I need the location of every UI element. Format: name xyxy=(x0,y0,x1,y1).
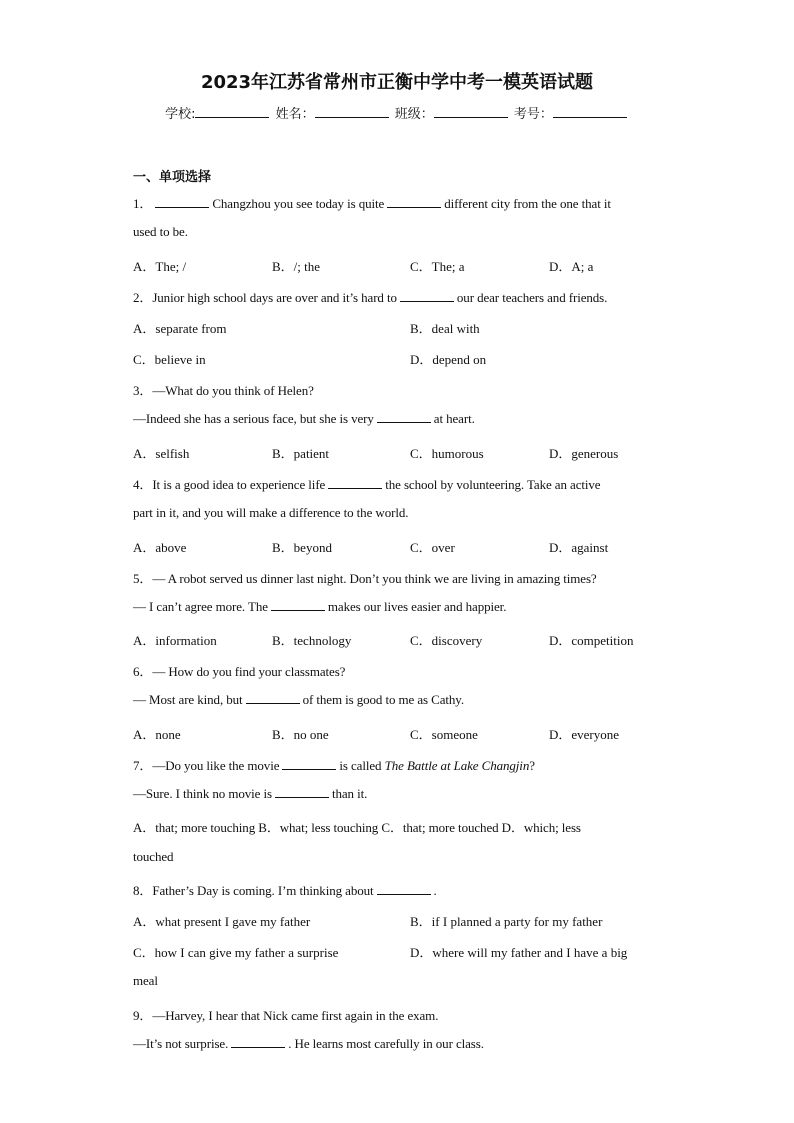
option-b[interactable]: B．technology xyxy=(272,633,352,648)
answer-blank[interactable] xyxy=(155,196,209,208)
option-b[interactable]: B．if I planned a party for my father xyxy=(410,914,603,929)
option-a[interactable]: A．information xyxy=(133,633,217,648)
question-4-line-1: 4．It is a good idea to experience life the school by volunteering. Take an active xyxy=(133,477,601,492)
option-a[interactable]: A．none xyxy=(133,727,181,742)
answer-blank[interactable] xyxy=(275,786,329,798)
option-c[interactable]: C．The; a xyxy=(410,259,465,274)
question-7-line-2: —Sure. I think no movie is than it. xyxy=(133,786,368,801)
option-b[interactable]: B．no one xyxy=(272,727,329,742)
school-label: 学校: xyxy=(165,107,196,122)
school-blank[interactable] xyxy=(195,105,269,118)
answer-blank[interactable] xyxy=(282,758,336,770)
option-d[interactable]: D．A; a xyxy=(549,259,594,274)
number-label: 考号： xyxy=(513,107,553,122)
option-a[interactable]: A．that; more touching xyxy=(133,820,256,835)
question-7-line-1: 7．—Do you like the movie is called The Battle at Lake Changjin? xyxy=(133,758,535,773)
page-title: 2023年江苏省常州市正衡中学中考一模英语试题 xyxy=(200,72,594,93)
option-b[interactable]: B．deal with xyxy=(410,321,480,336)
option-a[interactable]: A．above xyxy=(133,540,187,555)
question-6-line-1: 6．— How do you find your classmates? xyxy=(133,664,346,679)
option-b[interactable]: B．what; less touching xyxy=(258,820,379,835)
option-c[interactable]: C．humorous xyxy=(410,446,484,461)
option-a[interactable]: A．selfish xyxy=(133,446,190,461)
option-d[interactable]: D．depend on xyxy=(410,352,487,367)
question-9-line-1: 9．—Harvey, I hear that Nick came first again in the exam. xyxy=(133,1008,439,1023)
class-blank[interactable] xyxy=(434,105,508,118)
answer-blank[interactable] xyxy=(328,477,382,489)
option-d[interactable]: D．competition xyxy=(549,633,634,648)
student-info-row xyxy=(0,103,794,122)
option-a[interactable]: A．what present I gave my father xyxy=(133,914,311,929)
option-c[interactable]: C．someone xyxy=(410,727,478,742)
movie-title: The Battle at Lake Changjin xyxy=(384,758,530,773)
option-d-wrap: meal xyxy=(133,973,158,988)
section-title: 一、单项选择 xyxy=(133,170,212,185)
option-a[interactable]: A．The; / xyxy=(133,259,187,274)
answer-blank[interactable] xyxy=(231,1036,285,1048)
question-5-line-1: 5．— A robot served us dinner last night. Don’t you think we are living in amazing times? xyxy=(133,571,597,586)
question-7-options xyxy=(133,817,581,836)
answer-blank[interactable] xyxy=(271,599,325,611)
question-6-line-2: — Most are kind, but of them is good to me as Cathy. xyxy=(133,692,465,707)
answer-blank[interactable] xyxy=(387,196,441,208)
option-a[interactable]: A．separate from xyxy=(133,321,227,336)
question-1-line-2: used to be. xyxy=(133,224,188,239)
name-blank[interactable] xyxy=(315,105,389,118)
option-b[interactable]: B．beyond xyxy=(272,540,332,555)
option-c[interactable]: C．believe in xyxy=(133,352,206,367)
question-3-line-1: 3．—What do you think of Helen? xyxy=(133,383,314,398)
option-d[interactable]: D．generous xyxy=(549,446,619,461)
question-8-line-1: 8．Father’s Day is coming. I’m thinking about . xyxy=(133,883,437,898)
answer-blank[interactable] xyxy=(246,692,300,704)
question-9-line-2: —It’s not surprise. . He learns most carefully in our class. xyxy=(133,1036,484,1051)
option-d-wrap: touched xyxy=(133,849,174,864)
option-c[interactable]: C．that; more touched xyxy=(381,820,499,835)
option-c[interactable]: C．discovery xyxy=(410,633,483,648)
question-5-line-2: — I can’t agree more. The makes our lives easier and happier. xyxy=(133,599,507,614)
question-3-line-2: —Indeed she has a serious face, but she is very at heart. xyxy=(133,411,475,426)
answer-blank[interactable] xyxy=(400,290,454,302)
number-blank[interactable] xyxy=(553,105,627,118)
option-d[interactable]: D．against xyxy=(549,540,609,555)
option-b[interactable]: B．/; the xyxy=(272,259,321,274)
option-c[interactable]: C．how I can give my father a surprise xyxy=(133,945,339,960)
option-d[interactable]: D．everyone xyxy=(549,727,620,742)
name-label: 姓名： xyxy=(275,107,315,122)
option-d[interactable]: D．which; less xyxy=(501,820,581,835)
answer-blank[interactable] xyxy=(377,411,431,423)
option-c[interactable]: C．over xyxy=(410,540,455,555)
question-2-line-1: 2．Junior high school days are over and it’s hard to our dear teachers and friends. xyxy=(133,290,608,305)
class-label: 班级： xyxy=(394,107,434,122)
question-1-line-1: 1． Changzhou you see today is quite different city from the one that it xyxy=(133,196,611,211)
answer-blank[interactable] xyxy=(377,883,431,895)
question-4-line-2: part in it, and you will make a difference to the world. xyxy=(133,505,409,520)
option-b[interactable]: B．patient xyxy=(272,446,330,461)
option-d[interactable]: D．where will my father and I have a big xyxy=(410,945,628,960)
